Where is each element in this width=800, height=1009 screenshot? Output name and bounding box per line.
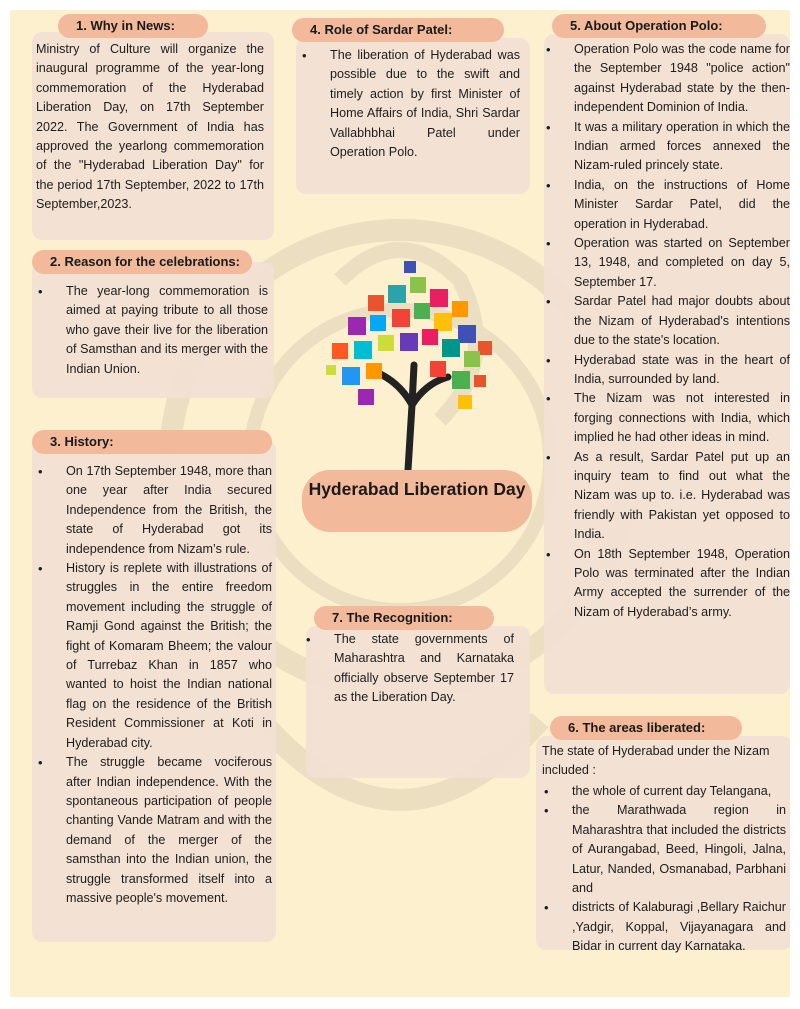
history-heading: 3. History: [32,430,272,454]
areas-item: • districts of Kalaburagi ,Bellary Raichur ,Yadgir, Koppal, Vijayanagara and Bidar in current day Karnataka. [542,898,786,956]
polo-item: • It was a military operation in which the Indian armed forces annexed the Nizam-ruled princely state. [544,118,790,176]
recognition-heading: 7. The Recognition: [314,606,494,630]
reason-item: • The year-long commemoration is aimed at paying tribute to all those who gave their live for the liberation of Samsthan and its merger with the Indian Union. [36,282,268,379]
recognition-list [304,630,514,708]
history-list [36,462,272,908]
areas-item: • the whole of current day Telangana, [542,782,786,801]
areas-heading: 6. The areas liberated: [550,716,742,740]
infographic-page [10,10,790,997]
polo-list [544,40,790,622]
patel-item: • The liberation of Hyderabad was possible due to the swift and timely action by first Minister of Home Affairs of India, Shri Sardar Vallabhbhai Patel under Operation Polo. [300,46,520,162]
history-item: • On 17th September 1948, more than one year after India secured Independence from the British, the state of Hyderabad got its independence from Nizam’s rule. [36,462,272,559]
tree-canopy-tiles [326,261,492,409]
polo-item: • On 18th September 1948, Operation Polo was terminated after the Indian Army accepted the surrender of the Nizam of Hyderabad’s army. [544,545,790,623]
polo-item: • The Nizam was not interested in forging connections with India, which implied he had other ideas in mind. [544,389,790,447]
polo-heading: 5. About Operation Polo: [552,14,766,38]
areas-list [542,782,786,957]
tree-illustration [308,255,518,470]
reason-list [36,282,268,379]
patel-list [300,46,520,162]
areas-intro: The state of Hyderabad under the Nizam included : [542,744,770,778]
polo-item: • Hyderabad state was in the heart of India, surrounded by land. [544,351,790,390]
history-item: • The struggle became vociferous after Indian independence. With the spontaneous participation of people chanting Vande Matram and with the demand of the merger of the samsthan into the Indian union, the struggle transformed itself into a massive people's movement. [36,753,272,908]
center-title: Hyderabad Liberation Day [302,470,532,532]
recognition-item: • The state governments of Maharashtra and Karnataka officially observe September 17 as the Liberation Day. [304,630,514,708]
reason-heading: 2. Reason for the celebrations: [32,250,252,274]
polo-item: • Sardar Patel had major doubts about the Nizam of Hyderabad's intentions due to the state's location. [544,292,790,350]
polo-item: • As a result, Sardar Patel put up an inquiry team to find out what the Nizam was up to. i.e. Hyderabad was friendly with Pakistan yet opposed to India. [544,448,790,545]
polo-item: • India, on the instructions of Home Minister Sardar Patel, did the operation in Hyderabad. [544,176,790,234]
polo-item: • Operation was started on September 13, 1948, and completed on day 5, September 17. [544,234,790,292]
why-in-news-heading: 1. Why in News: [58,14,208,38]
patel-heading: 4. Role of Sardar Patel: [292,18,504,42]
why-in-news-text: Ministry of Culture will organize the inaugural programme of the year-long commemoration of the Hyderabad Liberation Day, on 17th September 2022. The Government of India has approved the yearlong commemoration of the "Hyderabad Liberation Day" for the period 17th September, 2022 to 17th September,2023. [36,42,264,212]
polo-item: • Operation Polo was the code name for the September 1948 "police action" against Hyderabad state by the then-independent Dominion of India. [544,40,790,118]
history-item: • History is replete with illustrations of struggles in the entire freedom movement including the struggle of Ramji Gond against the British; the fight of Komaram Bheem; the valour of Turrebaz Khan in 1857 who wanted to hoist the Indian national flag on the residence of the British Resident Commissioner at Koti in Hyderabad city. [36,559,272,753]
areas-item: • the Marathwada region in Maharashtra that included the districts of Aurangabad, Beed, Hingoli, Jalna, Latur, Nanded, Osmanabad, Parbhani and [542,801,786,898]
